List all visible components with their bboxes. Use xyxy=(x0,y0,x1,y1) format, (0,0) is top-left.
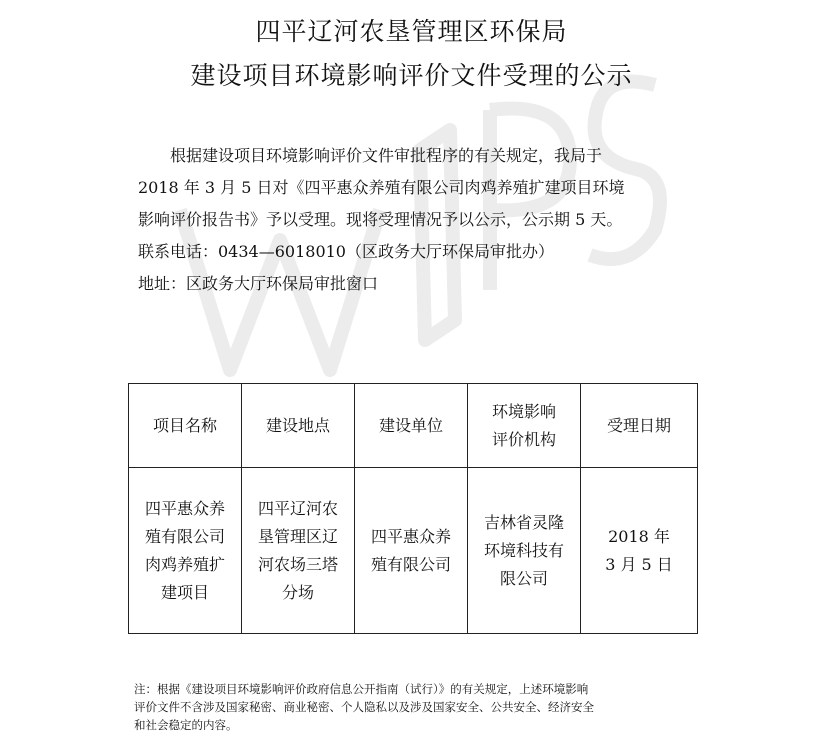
footnote xyxy=(134,680,704,734)
cell-agency: 吉林省灵隆 环境科技有 限公司 xyxy=(468,468,581,634)
contact-phone: 联系电话：0434—6018010（区政务大厅环保局审批办） xyxy=(138,242,554,261)
office-address: 地址：区政务大厅环保局审批窗口 xyxy=(138,274,379,293)
header-project-name: 项目名称 xyxy=(129,384,242,468)
footnote-line: 评价文件不含涉及国家秘密、商业秘密、个人隐私以及涉及国家安全、公共安全、经济安全 xyxy=(134,700,594,714)
notice-line: 影响评价报告书》予以受理。现将受理情况予以公示，公示期 5 天。 xyxy=(138,210,623,229)
header-location: 建设地点 xyxy=(242,384,355,468)
document-title-line-2: 建设项目环境影响评价文件受理的公示 xyxy=(190,61,633,90)
header-date: 受理日期 xyxy=(581,384,698,468)
header-agency: 环境影响 评价机构 xyxy=(468,384,581,468)
document-title-line-1: 四平辽河农垦管理区环保局 xyxy=(255,17,568,46)
header-unit: 建设单位 xyxy=(355,384,468,468)
footnote-line: 注：根据《建设项目环境影响评价政府信息公开指南（试行）》的有关规定，上述环境影响 xyxy=(134,682,589,696)
cell-unit: 四平惠众养 殖有限公司 xyxy=(355,468,468,634)
cell-project-name: 四平惠众养 殖有限公司 肉鸡养殖扩 建项目 xyxy=(129,468,242,634)
table-header-row xyxy=(129,384,698,468)
cell-date: 2018 年 3 月 5 日 xyxy=(581,468,698,634)
cell-location: 四平辽河农 垦管理区辽 河农场三塔 分场 xyxy=(242,468,355,634)
notice-body xyxy=(138,140,698,300)
notice-line: 根据建设项目环境影响评价文件审批程序的有关规定，我局于 xyxy=(170,146,603,165)
table-row xyxy=(129,468,698,634)
notice-line: 2018 年 3 月 5 日对《四平惠众养殖有限公司肉鸡养殖扩建项目环境 xyxy=(138,178,625,197)
project-table xyxy=(128,383,698,634)
footnote-line: 和社会稳定的内容。 xyxy=(134,718,238,732)
